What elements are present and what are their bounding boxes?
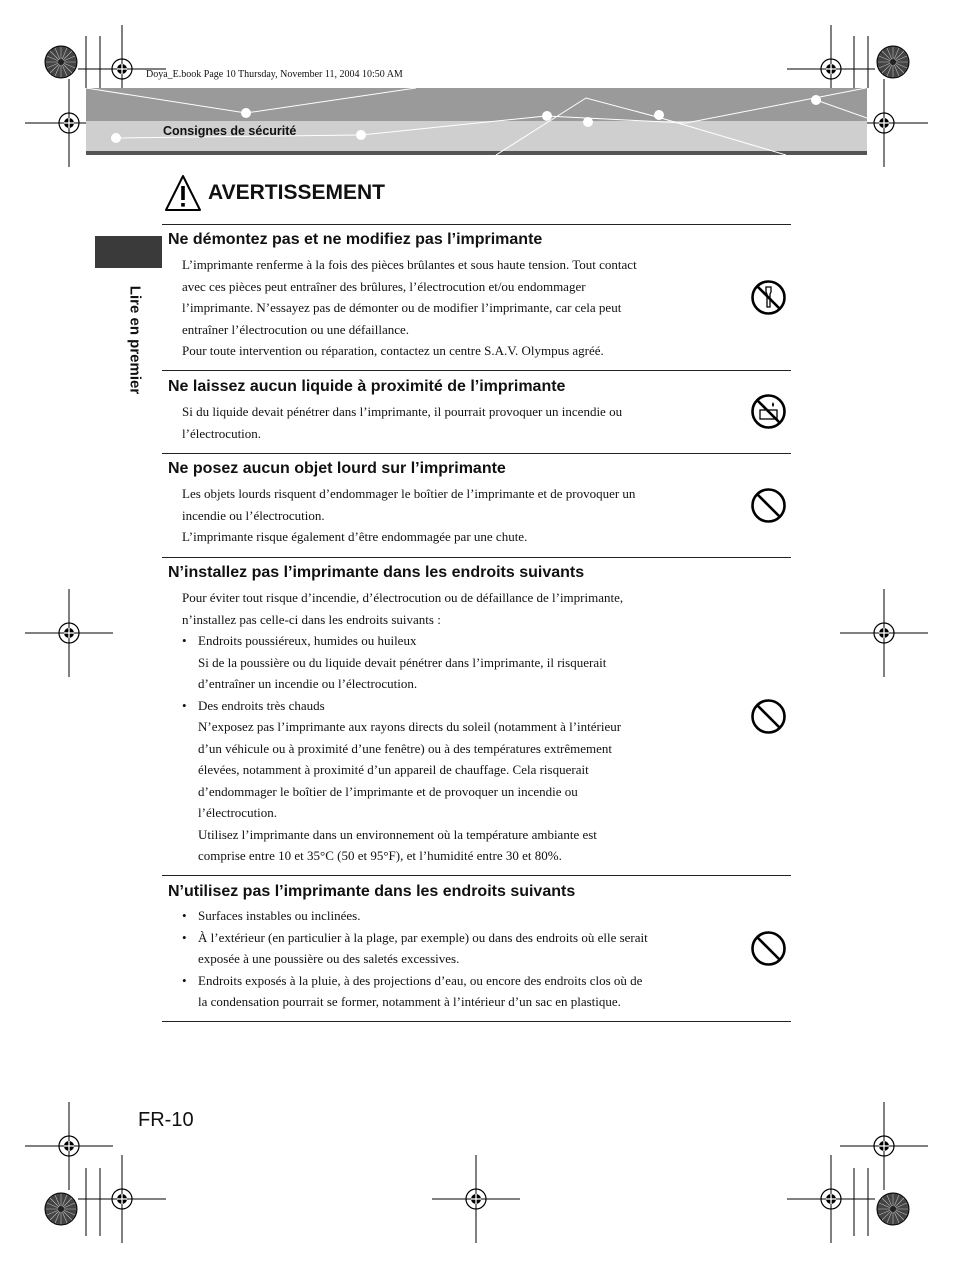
text-line: comprise entre 10 et 35°C (50 et 95°F), et l’humidité entre 30 et 80%. [198,848,562,863]
section-divider [162,224,791,225]
text-line: Utilisez l’imprimante dans un environnement où la température ambiante est [198,826,597,842]
text-line: Pour toute intervention ou réparation, contactez un centre S.A.V. Olympus agréé. [182,343,604,358]
section-body [182,905,702,1013]
print-file-info: Doya_E.book Page 10 Thursday, November 11, 2004 10:50 AM [146,69,403,80]
section-divider [162,557,791,558]
bullet-item: • Endroits exposés à la pluie, à des projections d’eau, ou encore des endroits clos où de [182,970,702,992]
bullet-item: • Endroits poussiéreux, humides ou huileux [182,630,702,652]
text-line: n’installez pas celle-ci dans les endroits suivants : [182,611,441,627]
section-divider [162,453,791,454]
text-line: élevées, notamment à proximité d’un appareil de chauffage. Cela risquerait [198,762,589,777]
section-heading: Ne démontez pas et ne modifiez pas l’imprimante [168,231,543,248]
prohibited-icon [750,487,787,524]
section-heading: N’utilisez pas l’imprimante dans les endroits suivants [168,883,576,900]
no-disassembly-icon [750,279,787,316]
bullet-item: • Des endroits très chauds [182,695,702,717]
section-heading: Ne posez aucun objet lourd sur l’imprimante [168,460,506,477]
section-body [182,254,702,362]
warning-triangle-icon [164,174,202,212]
text-line: exposée à une poussière ou des saletés excessives. [198,951,460,966]
text-line: entraîner l’électrocution ou une défaillance. [182,321,410,337]
text-line: d’un véhicule ou à proximité d’une fenêtre) ou à des températures extrêmement [198,740,613,756]
page-number: FR-10 [138,1109,194,1131]
text-line: Si de la poussière ou du liquide devait pénétrer dans l’imprimante, il risquerait [198,654,607,670]
section-body [182,401,702,444]
text-line: d’endommager le boîtier de l’imprimante et de provoquer un incendie ou [198,783,578,799]
text-line: la condensation pourrait se former, notamment à l’intérieur d’un sac en plastique. [198,994,621,1009]
side-tab [95,236,162,268]
section-divider [162,370,791,371]
text-line: Pour éviter tout risque d’incendie, d’électrocution ou de défaillance de l’imprimante, [182,590,624,605]
text-line: l’électrocution. [198,805,278,820]
prohibited-icon [750,930,787,967]
section-heading: Ne laissez aucun liquide à proximité de l’imprimante [168,378,566,395]
section-body [182,483,702,548]
text-line: Si du liquide devait pénétrer dans l’imprimante, il pourrait provoquer un incendie ou [182,404,623,419]
section-body [182,587,702,867]
text-line: d’entraîner un incendie ou l’électrocution. [198,676,418,691]
header-band [86,88,867,155]
section-divider [162,875,791,876]
text-line: l’électrocution. [182,425,262,441]
warning-title: AVERTISSEMENT [208,181,385,204]
side-tab-label: Lire en premier [126,285,144,395]
section-heading: N’installez pas l’imprimante dans les endroits suivants [168,564,585,581]
text-line: L’imprimante renferme à la fois des pièces brûlantes et sous haute tension. Tout contact [182,257,637,272]
prohibited-icon [750,698,787,735]
text-line: N’exposez pas l’imprimante aux rayons directs du soleil (notamment à l’intérieur [198,719,622,734]
header-title: Consignes de sécurité [163,124,297,138]
text-line: avec ces pièces peut entraîner des brûlures, l’électrocution et/ou endommager [182,278,586,294]
text-line: incendie ou l’électrocution. [182,507,325,523]
text-line: L’imprimante risque également d’être endommagée par une chute. [182,529,528,544]
section-divider [162,1021,791,1022]
no-liquid-icon [750,393,787,430]
bullet-item: • À l’extérieur (en particulier à la plage, par exemple) ou dans des endroits où elle serait [182,927,702,949]
text-line: Les objets lourds risquent d’endommager le boîtier de l’imprimante et de provoquer un [182,486,636,501]
text-line: l’imprimante. N’essayez pas de démonter ou de modifier l’imprimante, car cela peut [182,300,622,315]
bullet-item: • Surfaces instables ou inclinées. [182,905,702,927]
